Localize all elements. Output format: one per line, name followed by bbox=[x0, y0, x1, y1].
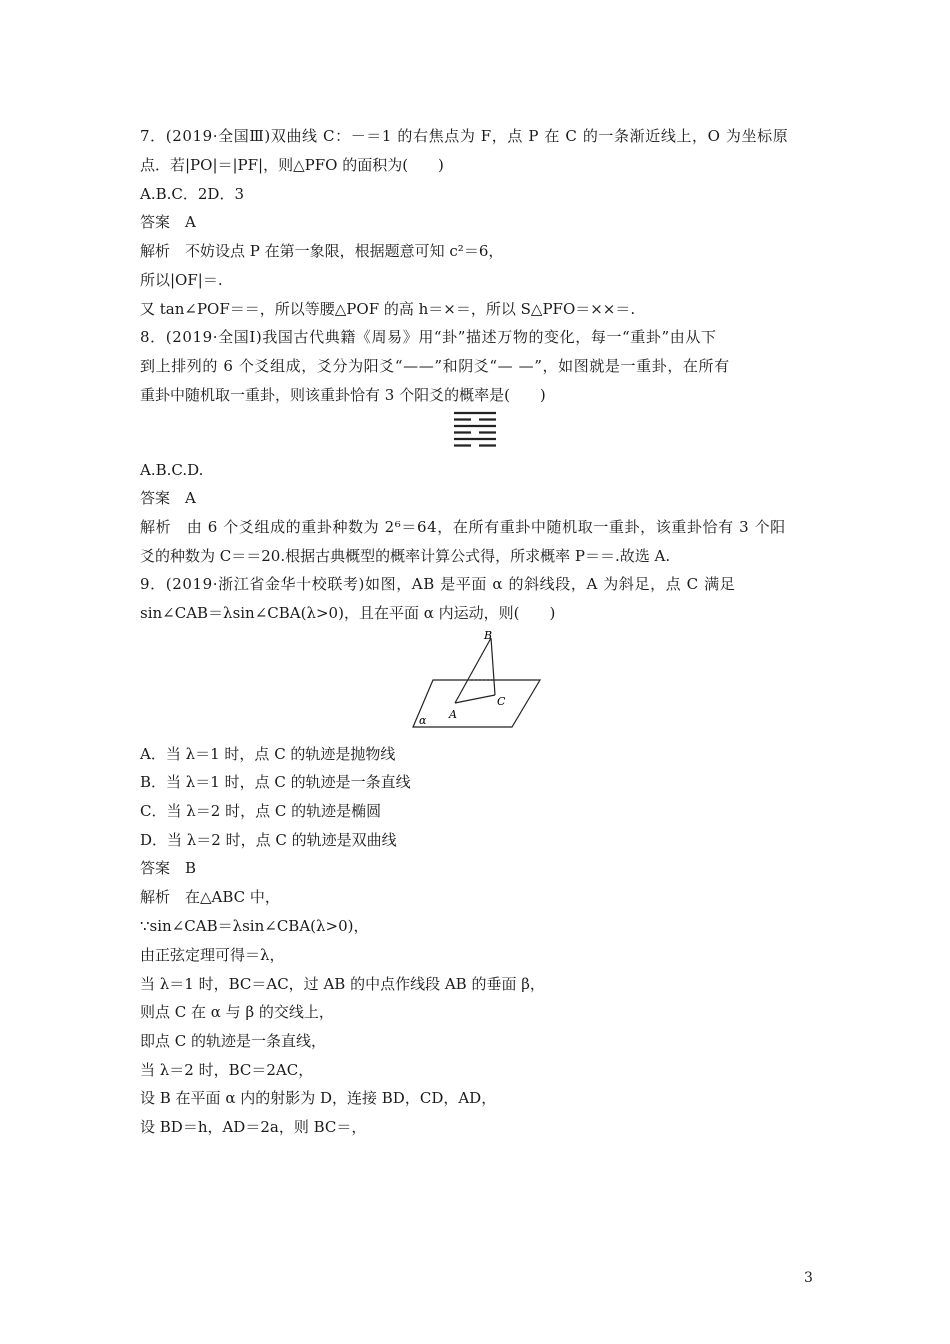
q7-answer: 答案 A bbox=[140, 213, 196, 231]
q9-analysis-9: 设 BD＝h，AD＝2a，则 BC＝， bbox=[140, 1118, 367, 1136]
q8-answer: 答案 A bbox=[140, 489, 196, 507]
q7-line-2: 点．若|PO|＝|PF|，则△PFO 的面积为( ) bbox=[140, 156, 444, 174]
q9-option-d: D．当 λ＝2 时，点 C 的轨迹是双曲线 bbox=[140, 831, 397, 849]
q9-analysis-1: 解析 在△ABC 中， bbox=[140, 888, 280, 906]
q9-analysis-2: ∵sin∠CAB＝λsin∠CBA(λ>0)， bbox=[140, 917, 369, 935]
label-alpha: α bbox=[419, 714, 427, 727]
q7-options: A.B.C．2D．3 bbox=[140, 185, 244, 203]
q9-analysis-4: 当 λ＝1 时，BC＝AC，过 AB 的中点作线段 AB 的垂面 β， bbox=[140, 975, 545, 993]
plane-alpha-shape bbox=[413, 680, 540, 727]
plane-triangle-figure bbox=[405, 625, 545, 733]
q9-option-b: B．当 λ＝1 时，点 C 的轨迹是一条直线 bbox=[140, 773, 411, 791]
q8-line-3: 重卦中随机取一重卦，则该重卦恰有 3 个阳爻的概率是( ) bbox=[140, 386, 546, 404]
q7-analysis-2: 所以|OF|＝. bbox=[140, 271, 223, 289]
label-b: B bbox=[484, 629, 493, 642]
q9-analysis-3: 由正弦定理可得＝λ， bbox=[140, 946, 285, 964]
q9-option-c: C．当 λ＝2 时，点 C 的轨迹是椭圆 bbox=[140, 802, 382, 820]
q9-analysis-6: 即点 C 的轨迹是一条直线， bbox=[140, 1032, 327, 1050]
q8-line-1: 8．(2019·全国Ⅰ)我国古代典籍《周易》用“卦”描述万物的变化，每一“重卦”由从下 bbox=[140, 328, 717, 346]
q9-analysis-8: 设 B 在平面 α 内的射影为 D，连接 BD，CD，AD， bbox=[140, 1089, 497, 1107]
q9-analysis-5: 则点 C 在 α 与 β 的交线上， bbox=[140, 1003, 334, 1021]
q8-analysis-2: 爻的种数为 C＝＝20.根据古典概型的概率计算公式得，所求概率 P＝＝.故选 A. bbox=[140, 547, 671, 565]
q8-line-2: 到上排列的 6 个爻组成，爻分为阳爻“——”和阴爻“— —”，如图就是一重卦，在所有 bbox=[140, 357, 730, 375]
q8-options: A.B.C.D. bbox=[140, 461, 204, 479]
q7-analysis-3: 又 tan∠POF＝＝，所以等腰△POF 的高 h＝×＝，所以 S△PFO＝××＝. bbox=[140, 300, 636, 318]
q9-line-1: 9．(2019·浙江省金华十校联考)如图，AB 是平面 α 的斜线段，A 为斜足，点 C 满足 bbox=[140, 575, 736, 593]
q9-line-2: sin∠CAB＝λsin∠CBA(λ>0)，且在平面 α 内运动，则( ) bbox=[140, 604, 556, 622]
label-c: C bbox=[497, 695, 506, 708]
q9-option-a: A．当 λ＝1 时，点 C 的轨迹是抛物线 bbox=[140, 745, 396, 763]
page-number: 3 bbox=[804, 1270, 813, 1286]
hexagram-figure bbox=[452, 410, 498, 450]
q7-line-1: 7．(2019·全国Ⅲ)双曲线 C：－＝1 的右焦点为 F，点 P 在 C 的一条渐近线上，O 为坐标原 bbox=[140, 127, 789, 145]
q9-answer: 答案 B bbox=[140, 859, 197, 877]
label-a: A bbox=[449, 708, 457, 721]
q9-analysis-7: 当 λ＝2 时，BC＝2AC， bbox=[140, 1061, 314, 1079]
q8-analysis-1: 解析 由 6 个爻组成的重卦种数为 2⁶＝64，在所有重卦中随机取一重卦，该重卦恰有 3 个阳 bbox=[140, 518, 786, 536]
q7-analysis-1: 解析 不妨设点 P 在第一象限，根据题意可知 c²＝6， bbox=[140, 242, 504, 260]
